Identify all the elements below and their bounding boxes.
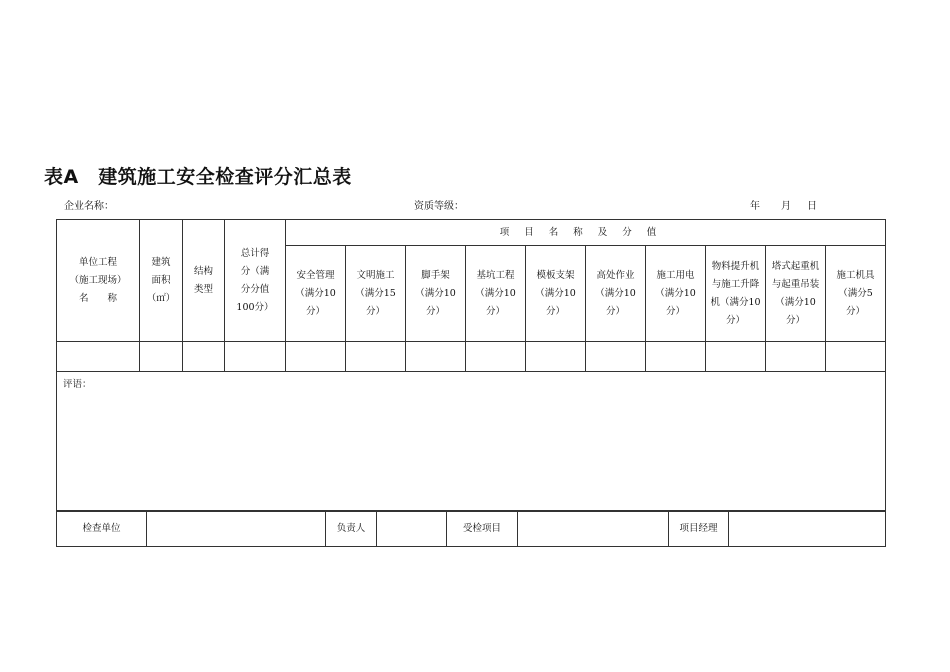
input-total-score[interactable] bbox=[225, 342, 286, 372]
comment-area[interactable] bbox=[57, 372, 886, 512]
header-building-area: 建筑 面积 （㎡） bbox=[140, 220, 183, 342]
check-unit-label: 检查单位 bbox=[57, 511, 147, 547]
item-scaffolding: 脚手架 （满分10 分） bbox=[406, 246, 466, 342]
inspected-project-input[interactable] bbox=[518, 511, 669, 547]
item-foundation-pit: 基坑工程 （满分10 分） bbox=[466, 246, 526, 342]
item-safety-management: 安全管理 （满分10 分） bbox=[286, 246, 346, 342]
input-electricity[interactable] bbox=[646, 342, 706, 372]
input-building-area[interactable] bbox=[140, 342, 183, 372]
date-year-label: 年 bbox=[750, 201, 760, 212]
input-work-at-height[interactable] bbox=[586, 342, 646, 372]
item-tower-crane: 塔式起重机 与起重吊装 （满分10 分） bbox=[766, 246, 826, 342]
responsible-input[interactable] bbox=[377, 511, 447, 547]
inspected-project-label: 受检项目 bbox=[447, 511, 518, 547]
document-title: 表A 建筑施工安全检查评分汇总表 bbox=[44, 166, 352, 188]
comment-label: 评语： bbox=[63, 379, 92, 390]
header-structure-type: 结构 类型 bbox=[183, 220, 225, 342]
input-safety-management[interactable] bbox=[286, 342, 346, 372]
project-manager-input[interactable] bbox=[729, 511, 886, 547]
responsible-label: 负责人 bbox=[326, 511, 377, 547]
header-total-score: 总计得 分（满 分分值 100分） bbox=[225, 220, 286, 342]
input-foundation-pit[interactable] bbox=[466, 342, 526, 372]
footer-table bbox=[56, 510, 886, 547]
input-material-hoist[interactable] bbox=[706, 342, 766, 372]
input-scaffolding[interactable] bbox=[406, 342, 466, 372]
input-unit-name[interactable] bbox=[57, 342, 140, 372]
company-name-label: 企业名称： bbox=[64, 201, 114, 212]
input-tower-crane[interactable] bbox=[766, 342, 826, 372]
date-month-label: 月 bbox=[781, 201, 791, 212]
input-construction-tools[interactable] bbox=[826, 342, 886, 372]
input-structure-type[interactable] bbox=[183, 342, 225, 372]
item-civilized-construction: 文明施工 （满分15 分） bbox=[346, 246, 406, 342]
qualification-label: 资质等级： bbox=[414, 201, 464, 212]
item-formwork-support: 模板支架 （满分10 分） bbox=[526, 246, 586, 342]
header-unit-name: 单位工程 （施工现场） 名 称 bbox=[57, 220, 140, 342]
item-work-at-height: 高处作业 （满分10 分） bbox=[586, 246, 646, 342]
project-manager-label: 项目经理 bbox=[669, 511, 729, 547]
input-formwork-support[interactable] bbox=[526, 342, 586, 372]
item-material-hoist: 物料提升机 与施工升降 机（满分10 分） bbox=[706, 246, 766, 342]
header-items-title: 项目名称及分值 bbox=[286, 220, 886, 246]
item-construction-tools: 施工机具 （满分5 分） bbox=[826, 246, 886, 342]
summary-table bbox=[56, 219, 886, 512]
input-civilized-construction[interactable] bbox=[346, 342, 406, 372]
item-electricity: 施工用电 （满分10 分） bbox=[646, 246, 706, 342]
date-day-label: 日 bbox=[807, 201, 817, 212]
check-unit-input[interactable] bbox=[147, 511, 326, 547]
